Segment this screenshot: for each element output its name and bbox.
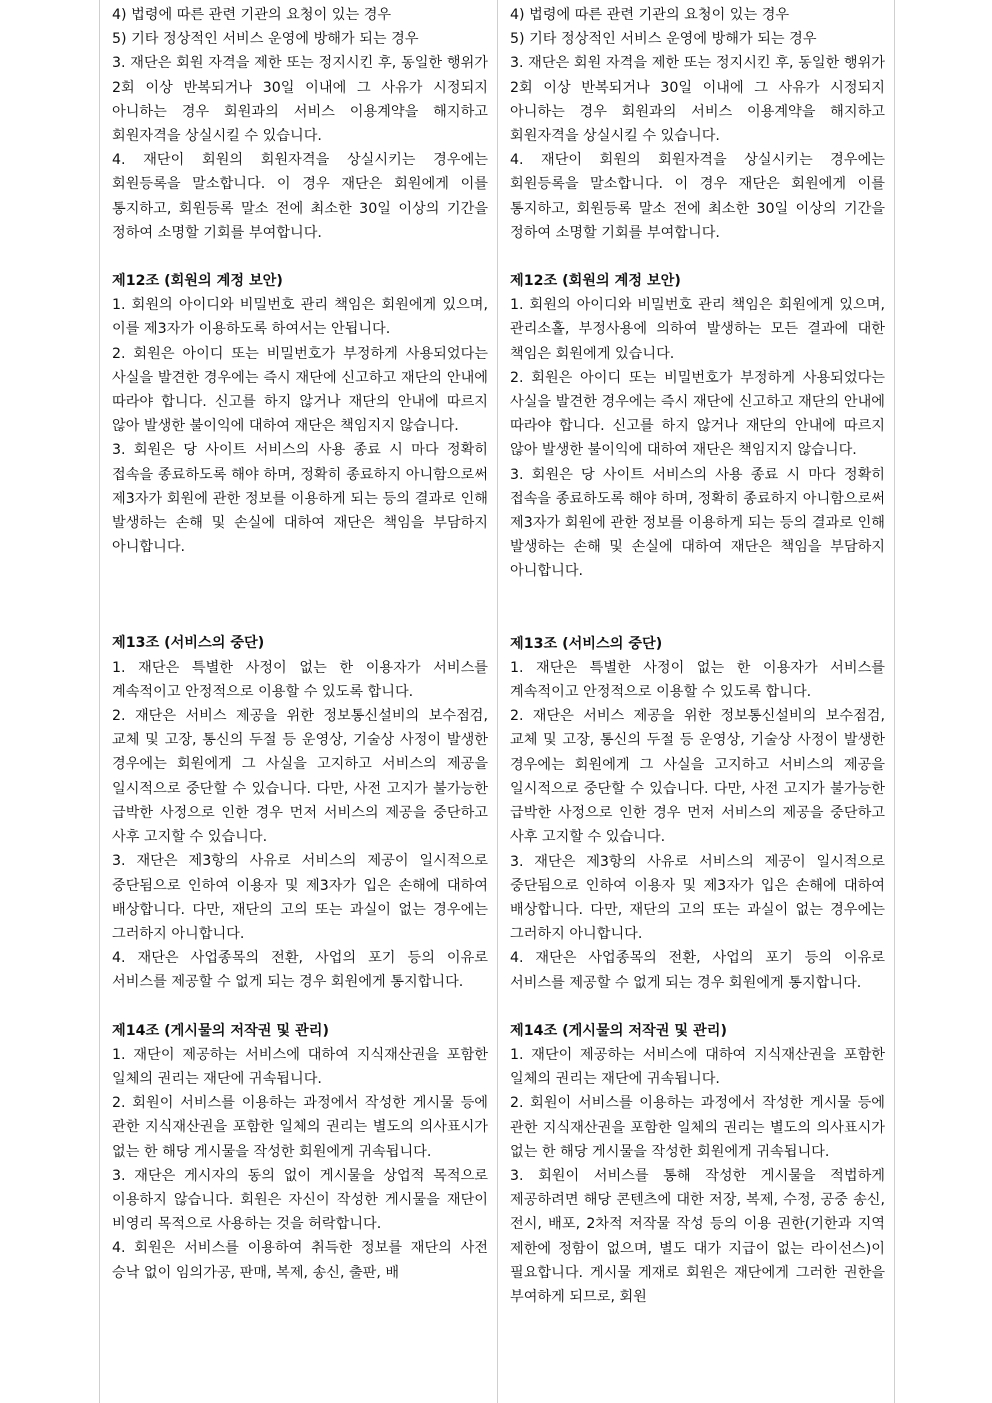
section-article-13 [510, 632, 885, 995]
paragraph: 4. 재단이 회원의 회원자격을 상실시키는 경우에는 회원등록을 말소합니다. 이 경우 재단은 회원에게 이를 통지하고, 회원등록 말소 전에 최소한 30일 이상의 기간을 정하여 소명할 기회를 부여합니다. [510, 152, 885, 241]
terms-comparison-table [99, 0, 895, 1403]
section-article-11-continued [112, 3, 488, 245]
paragraph: 3. 회원은 당 사이트 서비스의 사용 종료 시 마다 정확히 접속을 종료하도록 해야 하며, 정확히 종료하지 아니함으로써 제3자가 회원에 관한 정보를 이용하게 되는 등의 결과로 인해 발생하는 손해 및 손실에 대하여 재단은 책임을 부담하지 아니합니다. [112, 442, 488, 556]
paragraph: 4. 재단은 사업종목의 전환, 사업의 포기 등의 이유로 서비스를 제공할 수 없게 되는 경우 회원에게 통지합니다. [510, 950, 885, 991]
section-article-11-continued [510, 3, 885, 245]
section-article-14 [510, 1019, 885, 1309]
paragraph: 3. 재단은 회원 자격을 제한 또는 정지시킨 후, 동일한 행위가 2회 이상 반복되거나 30일 이내에 그 사유가 시정되지 아니하는 경우 회원과의 서비스 이용계약을 해지하고 회원자격을 상실시킬 수 있습니다. [112, 55, 488, 145]
section-article-12 [112, 269, 488, 559]
paragraph: 1. 재단이 제공하는 서비스에 대하여 지식재산권을 포함한 일체의 권리는 재단에 귀속됩니다. [510, 1046, 885, 1088]
right-column [497, 0, 894, 1403]
paragraph: 2. 재단은 서비스 제공을 위한 정보통신설비의 보수점검, 교체 및 고장, 통신의 두절 등 운영상, 기술상 사정이 발생한 경우에는 회원에게 그 사실을 고지하고 서비스의 제공을 일시적으로 중단할 수 있습니다. 다만, 사전 고지가 불가능한 급박한 사정으로 인한 경우 먼저 서비스의 제공을 중단하고 사후 고지할 수 있습니다. [510, 708, 885, 846]
section-title: 제14조 (게시물의 저작권 및 관리) [510, 1022, 727, 1039]
paragraph: 1. 회원의 아이디와 비밀번호 관리 책임은 회원에게 있으며, 관리소홀, 부정사용에 의하여 발생하는 모든 결과에 대한 책임은 회원에게 있습니다. [510, 297, 885, 362]
paragraph: 5) 기타 정상적인 서비스 운영에 방해가 되는 경우 [510, 31, 817, 48]
paragraph: 4. 재단이 회원의 회원자격을 상실시키는 경우에는 회원등록을 말소합니다. 이 경우 재단은 회원에게 이를 통지하고, 회원등록 말소 전에 최소한 30일 이상의 기간을 정하여 소명할 기회를 부여합니다. [112, 152, 488, 241]
paragraph: 3. 회원은 당 사이트 서비스의 사용 종료 시 마다 정확히 접속을 종료하도록 해야 하며, 정확히 종료하지 아니함으로써 제3자가 회원에 관한 정보를 이용하게 되는 등의 결과로 인해 발생하는 손해 및 손실에 대하여 재단은 책임을 부담하지 아니합니다. [510, 466, 885, 580]
section-title: 제13조 (서비스의 중단) [510, 635, 663, 652]
section-title: 제12조 (회원의 계정 보안) [112, 273, 283, 290]
paragraph: 2. 재단은 서비스 제공을 위한 정보통신설비의 보수점검, 교체 및 고장, 통신의 두절 등 운영상, 기술상 사정이 발생한 경우에는 회원에게 그 사실을 고지하고 서비스의 제공을 일시적으로 중단할 수 있습니다. 다만, 사전 고지가 불가능한 급박한 사정으로 인한 경우 먼저 서비스의 제공을 중단하고 사후 고지할 수 있습니다. [112, 708, 488, 846]
section-article-13 [112, 631, 488, 994]
section-title: 제12조 (회원의 계정 보안) [510, 273, 681, 290]
paragraph: 3. 재단은 제3항의 사유로 서비스의 제공이 일시적으로 중단됨으로 인하여 이용자 및 제3자가 입은 손해에 대하여 배상합니다. 다만, 재단의 고의 또는 과실이 없는 경우에는 그러하지 아니합니다. [510, 853, 885, 943]
paragraph: 1. 재단은 특별한 사정이 없는 한 이용자가 서비스를 계속적이고 안정적으로 이용할 수 있도록 합니다. [510, 659, 885, 701]
paragraph: 3. 재단은 회원 자격을 제한 또는 정지시킨 후, 동일한 행위가 2회 이상 반복되거나 30일 이내에 그 사유가 시정되지 아니하는 경우 회원과의 서비스 이용계약을 해지하고 회원자격을 상실시킬 수 있습니다. [510, 55, 885, 145]
paragraph: 1. 재단은 특별한 사정이 없는 한 이용자가 서비스를 계속적이고 안정적으로 이용할 수 있도록 합니다. [112, 659, 488, 700]
section-article-14 [112, 1019, 488, 1285]
paragraph: 2. 회원이 서비스를 이용하는 과정에서 작성한 게시물 등에 관한 지식재산권을 포함한 일체의 권리는 별도의 의사표시가 없는 한 해당 게시물을 작성한 회원에게 귀속됩니다. [112, 1095, 488, 1160]
paragraph: 2. 회원은 아이디 또는 비밀번호가 부정하게 사용되었다는 사실을 발견한 경우에는 즉시 재단에 신고하고 재단의 안내에 따라야 합니다. 신고를 하지 않거나 재단의 안내에 따르지 않아 발생한 불이익에 대하여 재단은 책임지지 않습니다. [510, 369, 885, 459]
paragraph: 2. 회원이 서비스를 이용하는 과정에서 작성한 게시물 등에 관한 지식재산권을 포함한 일체의 권리는 별도의 의사표시가 없는 한 해당 게시물을 작성한 회원에게 귀속됩니다. [510, 1095, 885, 1160]
paragraph: 3. 재단은 제3항의 사유로 서비스의 제공이 일시적으로 중단됨으로 인하여 이용자 및 제3자가 입은 손해에 대하여 배상합니다. 다만, 재단의 고의 또는 과실이 없는 경우에는 그러하지 아니합니다. [112, 853, 488, 942]
paragraph: 4. 회원은 서비스를 이용하여 취득한 정보를 재단의 사전 승낙 없이 임의가공, 판매, 복제, 송신, 출판, 배 [112, 1240, 488, 1281]
paragraph: 3. 회원이 서비스를 통해 작성한 게시물을 적법하게 제공하려면 해당 콘텐츠에 대한 저장, 복제, 수정, 공중 송신, 전시, 배포, 2차적 저작물 작성 등의 이용 권한(기한과 지역 제한에 정함이 없으며, 별도 대가 지급이 없는 라이선스)이 필요합니다. 게시물 게재로 회원은 재단에게 그러한 권한을 부여하게 되므로, 회원 [510, 1167, 885, 1305]
paragraph: 2. 회원은 아이디 또는 비밀번호가 부정하게 사용되었다는 사실을 발견한 경우에는 즉시 재단에 신고하고 재단의 안내에 따라야 합니다. 신고를 하지 않거나 재단의 안내에 따르지 않아 발생한 불이익에 대하여 재단은 책임지지 않습니다. [112, 345, 488, 435]
paragraph: 3. 재단은 게시자의 동의 없이 게시물을 상업적 목적으로 이용하지 않습니다. 회원은 자신이 작성한 게시물을 재단이 비영리 목적으로 사용하는 것을 허락합니다. [112, 1167, 488, 1233]
paragraph: 4) 법령에 따른 관련 기관의 요청이 있는 경우 [112, 7, 392, 23]
paragraph: 1. 회원의 아이디와 비밀번호 관리 책임은 회원에게 있으며, 이를 제3자가 이용하도록 하여서는 안됩니다. [112, 297, 488, 338]
paragraph: 5) 기타 정상적인 서비스 운영에 방해가 되는 경우 [112, 31, 419, 48]
paragraph: 4) 법령에 따른 관련 기관의 요청이 있는 경우 [510, 7, 790, 23]
left-column [100, 0, 497, 1403]
section-title: 제13조 (서비스의 중단) [112, 635, 265, 652]
paragraph: 4. 재단은 사업종목의 전환, 사업의 포기 등의 이유로 서비스를 제공할 수 없게 되는 경우 회원에게 통지합니다. [112, 950, 488, 991]
section-article-12 [510, 269, 885, 584]
section-title: 제14조 (게시물의 저작권 및 관리) [112, 1022, 329, 1039]
paragraph: 1. 재단이 제공하는 서비스에 대하여 지식재산권을 포함한 일체의 권리는 재단에 귀속됩니다. [112, 1046, 488, 1087]
